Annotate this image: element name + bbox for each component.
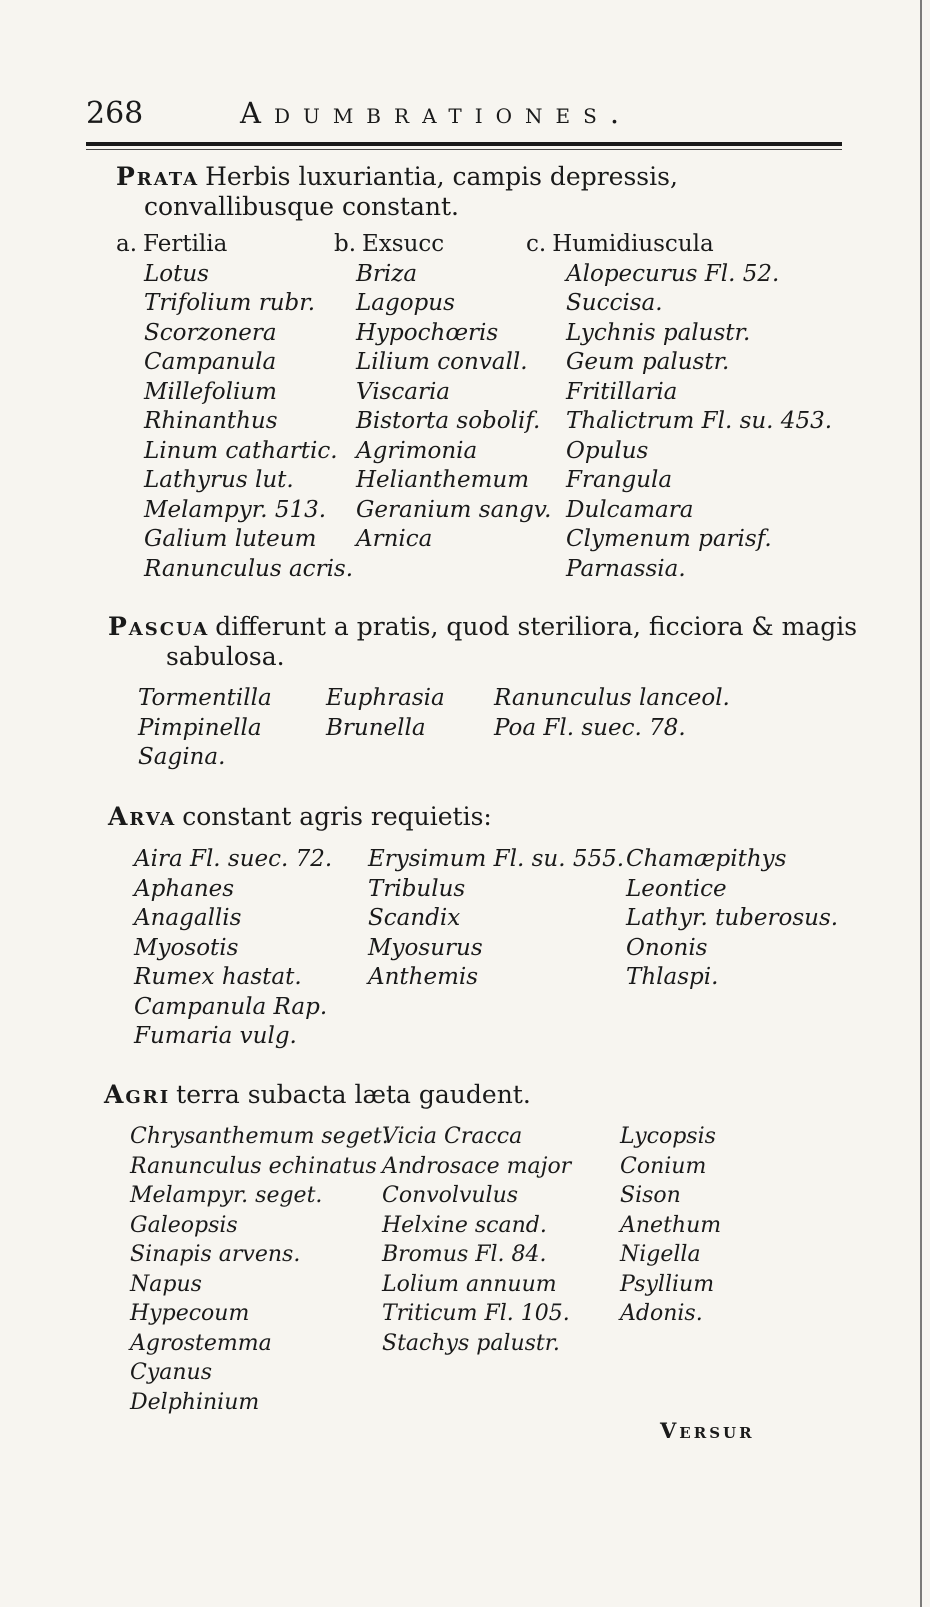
- list-item: Campanula: [144, 349, 277, 375]
- list-item: Napus: [130, 1271, 202, 1297]
- list-item: Adonis.: [620, 1301, 703, 1326]
- list-item: Euphrasia: [326, 685, 445, 711]
- list-item: Scandix: [368, 905, 461, 931]
- list-item: Poa Fl. suec. 78.: [494, 714, 686, 741]
- list-item: Vicia Cracca: [382, 1124, 523, 1149]
- agri-paragraph: [104, 1080, 844, 1110]
- list-item: Trifolium rubr.: [144, 290, 316, 316]
- column-heading: a. Fertilia: [116, 231, 228, 257]
- list-item: Millefolium: [144, 378, 277, 405]
- list-item: Chrysanthemum seget.: [130, 1124, 389, 1149]
- agri-column-3: [620, 1122, 820, 1329]
- list-item: Galeopsis: [130, 1212, 238, 1238]
- list-item: Fritillaria: [566, 378, 678, 405]
- list-item: Helianthemum: [356, 467, 530, 493]
- column-heading: b. Exsucc: [334, 231, 445, 257]
- list-item: Geum palustr.: [566, 349, 730, 375]
- list-item: Arnica: [356, 526, 433, 552]
- list-item: Ranunculus lanceol.: [494, 685, 730, 711]
- list-item: Lathyrus lut.: [144, 467, 294, 493]
- list-item: Fumaria vulg.: [134, 1023, 297, 1049]
- list-item: Conium: [620, 1153, 707, 1179]
- header-rule-thin: [86, 149, 842, 150]
- arva-column-2: [368, 845, 623, 993]
- list-item: Ranunculus echinatus: [130, 1153, 377, 1179]
- list-item: Anagallis: [134, 905, 242, 931]
- list-item: Opulus: [566, 437, 649, 464]
- prata-column-a: [116, 230, 354, 584]
- list-item: Helxine scand.: [382, 1212, 547, 1238]
- list-item: Dulcamara: [566, 496, 694, 523]
- list-item: Erysimum Fl. su. 555.: [368, 846, 625, 872]
- list-item: Tormentilla: [138, 685, 272, 711]
- list-item: Anethum: [620, 1212, 722, 1238]
- list-item: Hypochœris: [356, 319, 499, 346]
- list-item: Geranium sangv.: [356, 496, 552, 523]
- header-rule: [86, 142, 842, 146]
- page-number: 268: [86, 96, 144, 131]
- list-item: Rumex hastat.: [134, 964, 302, 990]
- list-item: Myosurus: [368, 934, 483, 961]
- list-item: Lathyr. tuberosus.: [626, 905, 839, 931]
- list-item: Myosotis: [134, 934, 239, 961]
- list-item: Triticum Fl. 105.: [382, 1301, 570, 1326]
- list-item: Lolium annuum: [382, 1271, 557, 1297]
- list-item: Aira Fl. suec. 72.: [134, 846, 333, 872]
- list-item: Sinapis arvens.: [130, 1242, 301, 1267]
- list-item: Psyllium: [620, 1271, 715, 1297]
- list-item: Succisa.: [566, 290, 663, 316]
- list-item: Agrimonia: [356, 437, 478, 464]
- list-item: Nigella: [620, 1242, 701, 1267]
- list-item: Delphinium: [130, 1389, 260, 1415]
- list-item: Melampyr. 513.: [144, 496, 327, 523]
- agri-text: terra subacta læta gaudent.: [176, 1080, 531, 1109]
- list-item: Linum cathartic.: [144, 437, 338, 464]
- list-item: Frangula: [566, 467, 673, 493]
- list-item: Tribulus: [368, 875, 466, 902]
- page-edge: [920, 0, 922, 1607]
- arva-paragraph: [108, 802, 848, 832]
- prata-text: Herbis luxuriantia, campis depressis, convallibusque constant.: [144, 162, 678, 221]
- list-item: Aphanes: [134, 875, 235, 902]
- list-item: Thalictrum Fl. su. 453.: [566, 408, 833, 434]
- prata-column-b: [334, 230, 554, 555]
- list-item: Androsace major: [382, 1153, 572, 1179]
- running-title: Adumbrationes.: [240, 96, 633, 130]
- pascua-column-3: [494, 684, 834, 743]
- agri-column-1: [130, 1122, 389, 1417]
- list-item: Lycopsis: [620, 1124, 716, 1149]
- arva-text: constant agris requietis:: [182, 802, 492, 831]
- pascua-lead: Pascua: [108, 612, 210, 641]
- list-item: Agrostemma: [130, 1330, 272, 1356]
- prata-paragraph: [116, 162, 874, 222]
- list-item: Ononis: [626, 934, 708, 961]
- list-item: Hypecoum: [130, 1301, 250, 1326]
- list-item: Campanula Rap.: [134, 993, 328, 1020]
- list-item: Sagina.: [138, 744, 226, 770]
- list-item: Lotus: [144, 260, 209, 287]
- list-item: Bromus Fl. 84.: [382, 1242, 547, 1267]
- pascua-column-2: [326, 684, 486, 743]
- prata-lead: Prata: [116, 162, 200, 191]
- pascua-paragraph: [108, 612, 906, 672]
- list-item: Parnassia.: [566, 555, 686, 582]
- list-item: Lilium convall.: [356, 349, 528, 375]
- arva-column-3: [626, 845, 846, 993]
- list-item: Leontice: [626, 875, 727, 902]
- list-item: Cyanus: [130, 1360, 213, 1385]
- prata-column-c: [526, 230, 846, 584]
- arva-column-1: [134, 845, 364, 1052]
- arva-lead: Arva: [108, 802, 177, 831]
- list-item: Stachys palustr.: [382, 1330, 560, 1356]
- list-item: Galium luteum: [144, 526, 317, 552]
- pascua-text: differunt a pratis, quod steriliora, ficciora & magis sabulosa.: [166, 612, 858, 671]
- list-item: Lychnis palustr.: [566, 319, 751, 346]
- pascua-column-1: [138, 684, 318, 773]
- list-item: Briza: [356, 260, 418, 287]
- list-item: Convolvulus: [382, 1183, 519, 1208]
- catchword: Versur: [660, 1418, 755, 1443]
- list-item: Viscaria: [356, 378, 451, 405]
- list-item: Chamæpithys: [626, 846, 787, 872]
- list-item: Alopecurus Fl. 52.: [566, 260, 780, 287]
- list-item: Sison: [620, 1183, 681, 1208]
- list-item: Lagopus: [356, 290, 455, 316]
- column-heading: c. Humidiuscula: [526, 231, 714, 257]
- agri-column-2: [382, 1122, 617, 1358]
- list-item: Scorzonera: [144, 319, 277, 346]
- list-item: Brunella: [326, 714, 426, 741]
- list-item: Bistorta sobolif.: [356, 408, 541, 434]
- list-item: Ranunculus acris.: [144, 555, 354, 582]
- list-item: Thlaspi.: [626, 964, 719, 990]
- list-item: Melampyr. seget.: [130, 1183, 323, 1208]
- list-item: Rhinanthus: [144, 408, 278, 434]
- list-item: Clymenum parisf.: [566, 526, 772, 552]
- agri-lead: Agri: [104, 1080, 171, 1109]
- page-header: [86, 92, 826, 140]
- list-item: Anthemis: [368, 964, 479, 990]
- list-item: Pimpinella: [138, 714, 262, 741]
